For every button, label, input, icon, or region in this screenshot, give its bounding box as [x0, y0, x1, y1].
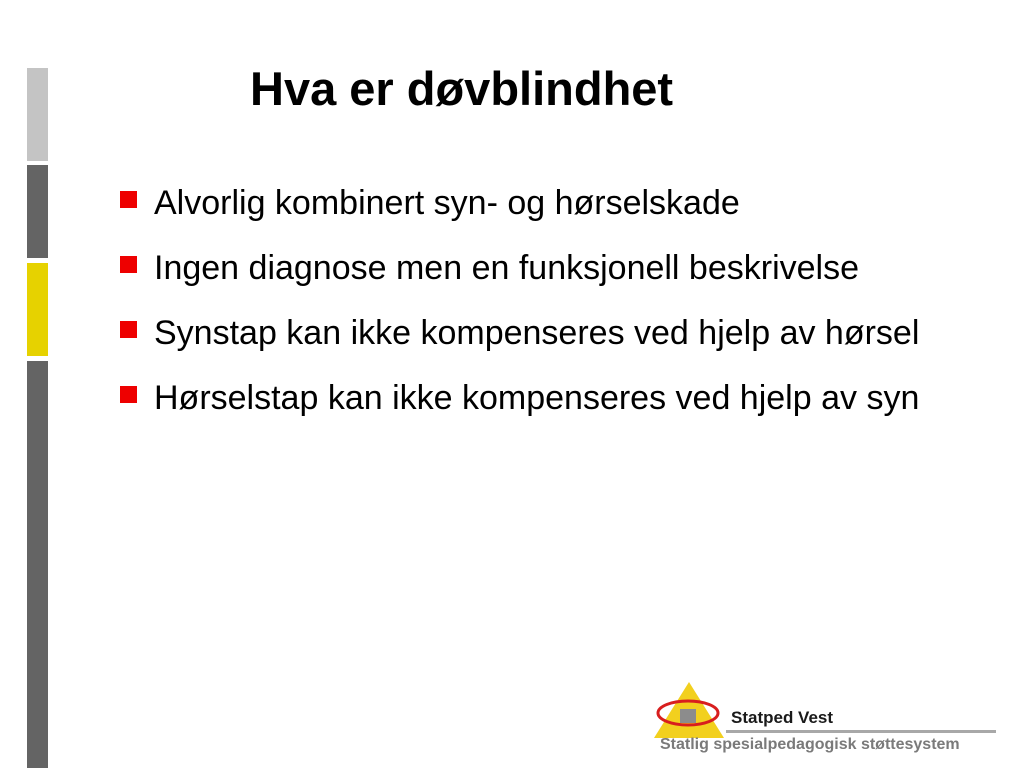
bullet-text: Alvorlig kombinert syn- og hørselskade: [154, 184, 740, 222]
bullet-item: [118, 243, 948, 294]
sidebar-block-dark-gray: [27, 165, 48, 258]
square-bullet-icon: [120, 256, 137, 273]
logo-tagline: Statlig spesialpedagogisk støttesystem: [660, 736, 960, 753]
logo-name: Statped Vest: [731, 708, 834, 727]
square-bullet-icon: [120, 191, 137, 208]
slide-title: Hva er døvblindhet: [250, 62, 674, 115]
bullet-item: [118, 373, 948, 424]
bullet-text: Ingen diagnose men en funksjonell beskrivelse: [154, 249, 860, 287]
sidebar-block-yellow: [27, 263, 48, 356]
bullet-list: [118, 178, 948, 438]
square-bullet-icon: [120, 321, 137, 338]
bullet-text: Hørselstap kan ikke kompenseres ved hjelp av syn: [154, 379, 920, 417]
bullet-item: [118, 178, 948, 229]
statped-logo: [652, 680, 1000, 762]
sidebar-block-dark-gray-long: [27, 361, 48, 768]
square-bullet-icon: [120, 386, 137, 403]
logo-divider: [726, 730, 996, 733]
bullet-text: Synstap kan ikke kompenseres ved hjelp av hørsel: [154, 314, 920, 352]
sidebar-block-light-gray: [27, 68, 48, 161]
statped-emblem-icon: [652, 680, 732, 742]
sidebar-color-bar: [27, 68, 48, 768]
bullet-item: [118, 308, 948, 359]
